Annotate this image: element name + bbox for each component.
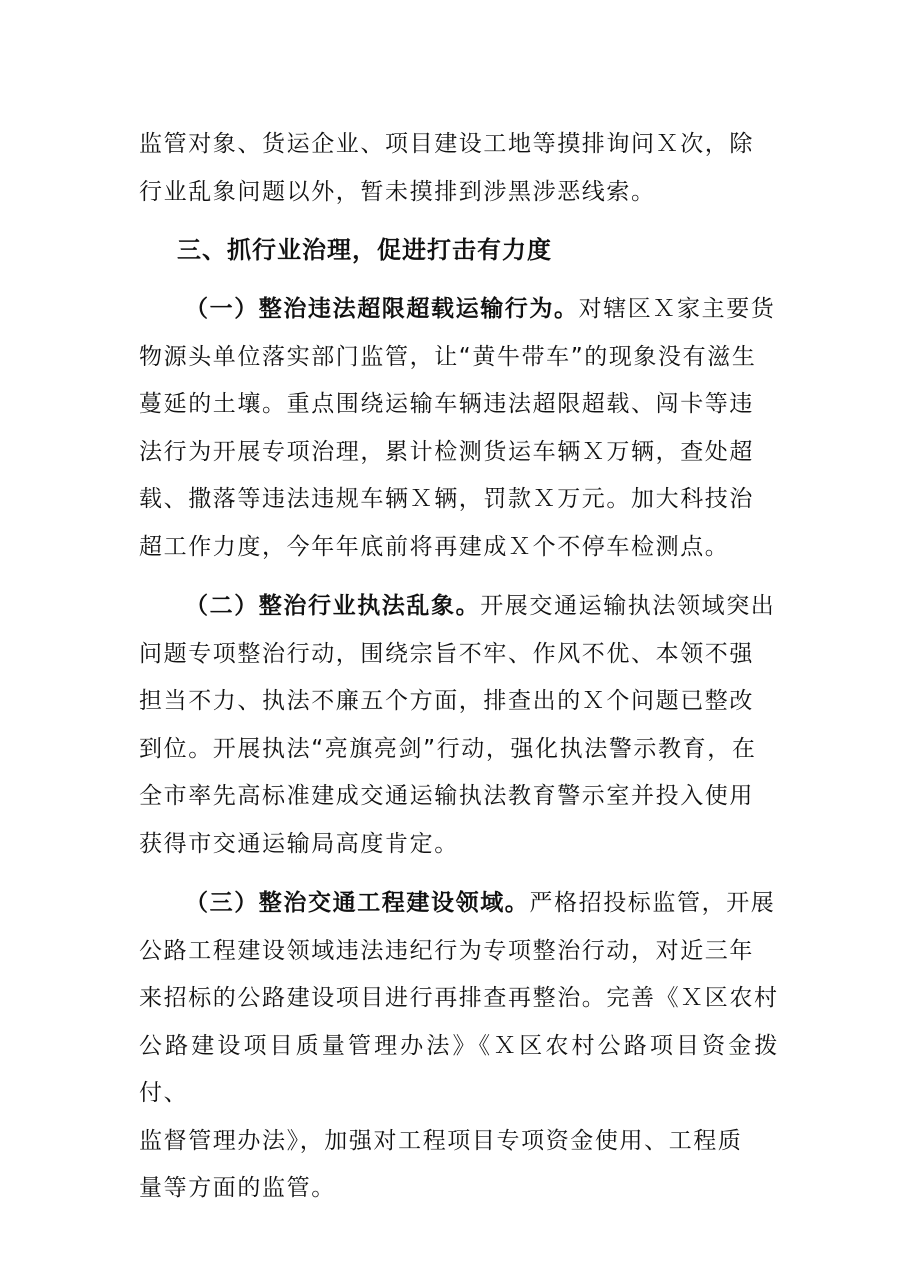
intro-continuation-paragraph: 监管对象、货运企业、项目建设工地等摸排询问Ｘ次，除 行业乱象问题以外，暂未摸排到涉黑涉恶线索。	[139, 131, 754, 205]
item-1-lead: （一）整治违法超限超载运输行为。	[185, 296, 579, 322]
item-3-paragraph	[139, 880, 779, 1213]
item-2-lead: （二）整治行业执法乱象。	[185, 593, 481, 619]
item-3-lead: （三）整治交通工程建设领域。	[185, 890, 530, 916]
item-1-paragraph	[139, 286, 779, 571]
item-3-body: 严格招投标监管，开展 公路工程建设领域违法违纪行为专项整治行动，对近三年 来招标的公路建设项目进行再排查再整治。完善《Ｘ区农村 公路建设项目质量管理办法》《Ｘ区农村公路项目资金拨付、 监督管理办法》，加强对工程项目专项资金使用、工程质 量等方面的监管。	[139, 890, 779, 1201]
item-2-body: 开展交通运输执法领域突出 问题专项整治行动，围绕宗旨不牢、作风不优、本领不强 担当不力、执法不廉五个方面，排查出的Ｘ个问题已整改 到位。开展执法“亮旗亮剑”行动，强化执法警示教育，在 全市率先高标准建成交通运输执法教育警示室并投入使用 获得市交通运输局高度肯定。	[139, 593, 776, 857]
item-2-paragraph	[139, 583, 779, 868]
section-3-heading: 三、抓行业治理，促进打击有力度	[177, 236, 552, 264]
item-1-body: 对辖区Ｘ家主要货 物源头单位落实部门监管，让“黄牛带车”的现象没有滋生 蔓延的土壤。重点围绕运输车辆违法超限超载、闯卡等违 法行为开展专项治理，累计检测货运车辆Ｘ万辆，查处超 载、撒落等违法违规车辆Ｘ辆，罚款Ｘ万元。加大科技治 超工作力度，今年年底前将再建成Ｘ个不停车检测点。	[139, 296, 776, 560]
